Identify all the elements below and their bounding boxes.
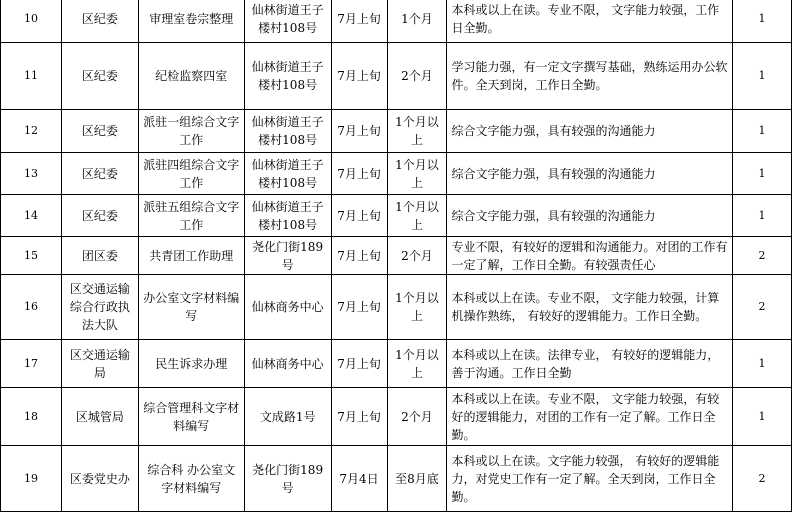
post-cell: 共青团工作助理 bbox=[138, 237, 244, 275]
unit-cell: 区城管局 bbox=[61, 388, 138, 446]
start-time-cell: 7月上旬 bbox=[331, 0, 387, 43]
unit-cell: 团区委 bbox=[61, 237, 138, 275]
row-number: 10 bbox=[1, 0, 62, 43]
unit-cell: 区纪委 bbox=[61, 0, 138, 43]
requirements-cell: 本科或以上在读。专业不限， 文字能力较强，工作日全勤。 bbox=[447, 0, 733, 43]
post-cell: 综合管理科文字材料编写 bbox=[138, 388, 244, 446]
address-cell: 仙林街道王子楼村108号 bbox=[244, 43, 331, 110]
post-cell: 派驻一组综合文字工作 bbox=[138, 110, 244, 153]
headcount-cell: 1 bbox=[733, 0, 792, 43]
start-time-cell: 7月上旬 bbox=[331, 237, 387, 275]
address-cell: 文成路1号 bbox=[244, 388, 331, 446]
duration-cell: 1个月 bbox=[387, 0, 447, 43]
requirements-cell: 本科或以上在读。法律专业， 有较好的逻辑能力，善于沟通。工作日全勤 bbox=[447, 340, 733, 388]
unit-cell: 区纪委 bbox=[61, 110, 138, 153]
headcount-cell: 2 bbox=[733, 446, 792, 512]
row-number: 18 bbox=[1, 388, 62, 446]
duration-cell: 1个月以上 bbox=[387, 153, 447, 195]
table-row bbox=[1, 275, 792, 340]
start-time-cell: 7月上旬 bbox=[331, 275, 387, 340]
table-body bbox=[1, 0, 792, 512]
unit-cell: 区委党史办 bbox=[61, 446, 138, 512]
unit-cell: 区交通运输局 bbox=[61, 340, 138, 388]
requirements-cell: 本科或以上在读。文字能力较强， 有较好的逻辑能力，对党史工作有一定了解。全天到岗，工作日全勤。 bbox=[447, 446, 733, 512]
duration-cell: 至8月底 bbox=[387, 446, 447, 512]
post-cell: 派驻四组综合文字工作 bbox=[138, 153, 244, 195]
address-cell: 仙林街道王子楼村108号 bbox=[244, 195, 331, 237]
row-number: 16 bbox=[1, 275, 62, 340]
unit-cell: 区纪委 bbox=[61, 43, 138, 110]
address-cell: 仙林商务中心 bbox=[244, 275, 331, 340]
row-number: 17 bbox=[1, 340, 62, 388]
table-row bbox=[1, 0, 792, 43]
address-cell: 仙林商务中心 bbox=[244, 340, 331, 388]
table-row bbox=[1, 195, 792, 237]
post-cell: 办公室文字材料编写 bbox=[138, 275, 244, 340]
address-cell: 仙林街道王子楼村108号 bbox=[244, 110, 331, 153]
row-number: 15 bbox=[1, 237, 62, 275]
start-time-cell: 7月4日 bbox=[331, 446, 387, 512]
table-row bbox=[1, 388, 792, 446]
address-cell: 仙林街道王子楼村108号 bbox=[244, 0, 331, 43]
row-number: 19 bbox=[1, 446, 62, 512]
requirements-cell: 综合文字能力强，具有较强的沟通能力 bbox=[447, 153, 733, 195]
requirements-cell: 专业不限，有较好的逻辑和沟通能力。对团的工作有一定了解，工作日全勤。有较强责任心 bbox=[447, 237, 733, 275]
row-number: 13 bbox=[1, 153, 62, 195]
duration-cell: 2个月 bbox=[387, 388, 447, 446]
headcount-cell: 1 bbox=[733, 388, 792, 446]
address-cell: 尧化门街189号 bbox=[244, 237, 331, 275]
headcount-cell: 1 bbox=[733, 195, 792, 237]
duration-cell: 2个月 bbox=[387, 237, 447, 275]
start-time-cell: 7月上旬 bbox=[331, 153, 387, 195]
table-row bbox=[1, 153, 792, 195]
headcount-cell: 1 bbox=[733, 340, 792, 388]
unit-cell: 区交通运输综合行政执法大队 bbox=[61, 275, 138, 340]
requirements-cell: 本科或以上在读。专业不限， 文字能力较强，有较好的逻辑能力，对团的工作有一定了解。工作日全勤。 bbox=[447, 388, 733, 446]
post-cell: 综合科 办公室文字材料编写 bbox=[138, 446, 244, 512]
headcount-cell: 1 bbox=[733, 153, 792, 195]
start-time-cell: 7月上旬 bbox=[331, 195, 387, 237]
address-cell: 仙林街道王子楼村108号 bbox=[244, 153, 331, 195]
table-row bbox=[1, 43, 792, 110]
start-time-cell: 7月上旬 bbox=[331, 388, 387, 446]
start-time-cell: 7月上旬 bbox=[331, 110, 387, 153]
unit-cell: 区纪委 bbox=[61, 153, 138, 195]
start-time-cell: 7月上旬 bbox=[331, 340, 387, 388]
headcount-cell: 1 bbox=[733, 43, 792, 110]
requirements-cell: 本科或以上在读。专业不限， 文字能力较强，计算机操作熟练， 有较好的逻辑能力。工作日全勤。 bbox=[447, 275, 733, 340]
duration-cell: 2个月 bbox=[387, 43, 447, 110]
duration-cell: 1个月以上 bbox=[387, 340, 447, 388]
row-number: 12 bbox=[1, 110, 62, 153]
unit-cell: 区纪委 bbox=[61, 195, 138, 237]
address-cell: 尧化门街189号 bbox=[244, 446, 331, 512]
row-number: 11 bbox=[1, 43, 62, 110]
requirements-cell: 学习能力强，有一定文字撰写基础，熟练运用办公软件。全天到岗，工作日全勤。 bbox=[447, 43, 733, 110]
table-row bbox=[1, 110, 792, 153]
post-cell: 纪检监察四室 bbox=[138, 43, 244, 110]
row-number: 14 bbox=[1, 195, 62, 237]
duration-cell: 1个月以上 bbox=[387, 275, 447, 340]
duration-cell: 1个月以上 bbox=[387, 195, 447, 237]
table-row bbox=[1, 340, 792, 388]
post-cell: 派驻五组综合文字工作 bbox=[138, 195, 244, 237]
post-cell: 审理室卷宗整理 bbox=[138, 0, 244, 43]
requirements-cell: 综合文字能力强，具有较强的沟通能力 bbox=[447, 195, 733, 237]
post-cell: 民生诉求办理 bbox=[138, 340, 244, 388]
start-time-cell: 7月上旬 bbox=[331, 43, 387, 110]
headcount-cell: 2 bbox=[733, 275, 792, 340]
table-row bbox=[1, 446, 792, 512]
table-row bbox=[1, 237, 792, 275]
duration-cell: 1个月以上 bbox=[387, 110, 447, 153]
headcount-cell: 2 bbox=[733, 237, 792, 275]
requirements-cell: 综合文字能力强，具有较强的沟通能力 bbox=[447, 110, 733, 153]
headcount-cell: 1 bbox=[733, 110, 792, 153]
